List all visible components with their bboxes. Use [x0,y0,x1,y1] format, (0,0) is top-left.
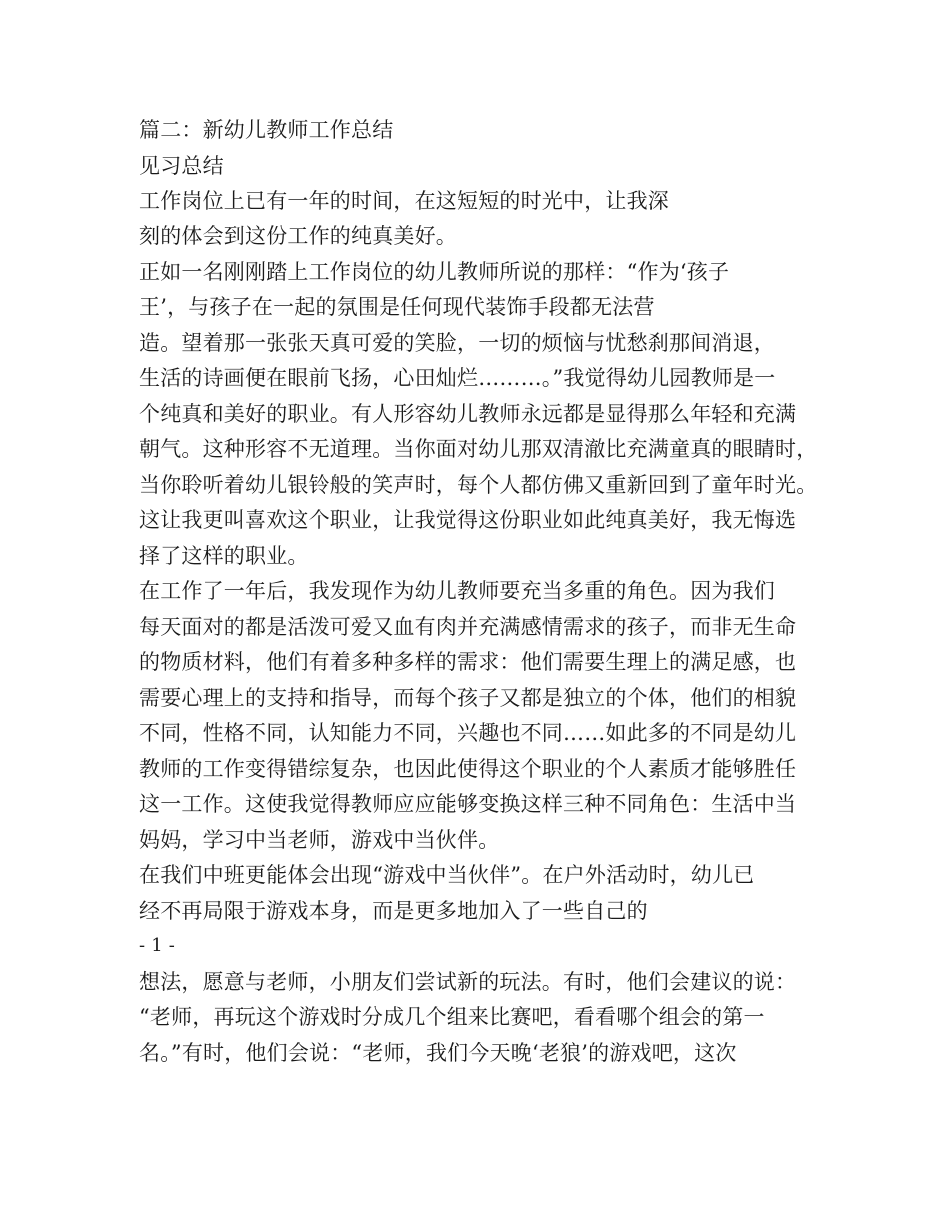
text-line: 名。”有时，他们会说：“老师，我们今天晚‘老狼’的游戏吧，这次 [139,1041,737,1065]
text-line: 教师的工作变得错综复杂，也因此使得这个职业的个人素质才能够胜任 [139,757,797,781]
text-line: 个纯真和美好的职业。有人形容幼儿教师永远都是显得那么年轻和充满 [139,402,797,426]
text-line: 生活的诗画便在眼前飞扬，心田灿烂………。”我觉得幼儿园教师是一 [139,366,776,390]
text-line: 想法，愿意与老师，小朋友们尝试新的玩法。有时，他们会建议的说： [139,970,797,994]
text-line: 王’，与孩子在一起的氛围是任何现代装饰手段都无法营 [139,295,655,319]
text-line: 这一工作。这使我觉得教师应应能够变换这样三种不同角色：生活中当 [139,792,797,816]
text-line: 在工作了一年后，我发现作为幼儿教师要充当多重的角色。因为我们 [139,579,775,603]
text-line: 不同，性格不同，认知能力不同，兴趣也不同……如此多的不同是幼儿 [139,721,797,745]
text-line: 经不再局限于游戏本身，而是更多地加入了一些自己的 [139,899,648,923]
text-line: 朝气。这种形容不无道理。当你面对幼儿那双清澈比充满童真的眼睛时， [139,437,818,461]
subtitle: 见习总结 [139,154,224,178]
text-line: 择了这样的职业。 [139,544,309,568]
text-line: 这让我更叫喜欢这个职业，让我觉得这份职业如此纯真美好，我无悔选 [139,508,797,532]
text-line: 每天面对的都是活泼可爱又血有肉并充满感情需求的孩子，而非无生命 [139,615,797,639]
section-title: 篇二：新幼儿教师工作总结 [139,118,394,142]
text-line: “老师，再玩这个游戏时分成几个组来比赛吧，看看哪个组会的第一 [139,1005,765,1029]
text-line: 当你聆听着幼儿银铃般的笑声时，每个人都仿佛又重新回到了童年时光。 [139,473,818,497]
text-line: 的物质材料，他们有着多种多样的需求：他们需要生理上的满足感，也 [139,650,797,674]
text-line: 造。望着那一张张天真可爱的笑脸，一切的烦恼与忧愁刹那间消退， [139,331,775,355]
text-line: 妈妈，学习中当老师，游戏中当伙伴。 [139,828,500,852]
text-line: 刻的体会到这份工作的纯真美好。 [139,224,457,248]
text-line: 正如一名刚刚踏上工作岗位的幼儿教师所说的那样：“作为‘孩子 [139,260,730,284]
page-number: - 1 - [139,935,176,956]
text-line: 需要心理上的支持和指导，而每个孩子又都是独立的个体，他们的相貌 [139,686,797,710]
text-line: 在我们中班更能体会出现“游戏中当伙伴”。在户外活动时，幼儿已 [139,863,755,887]
text-line: 工作岗位上已有一年的时间，在这短短的时光中，让我深 [139,189,669,213]
